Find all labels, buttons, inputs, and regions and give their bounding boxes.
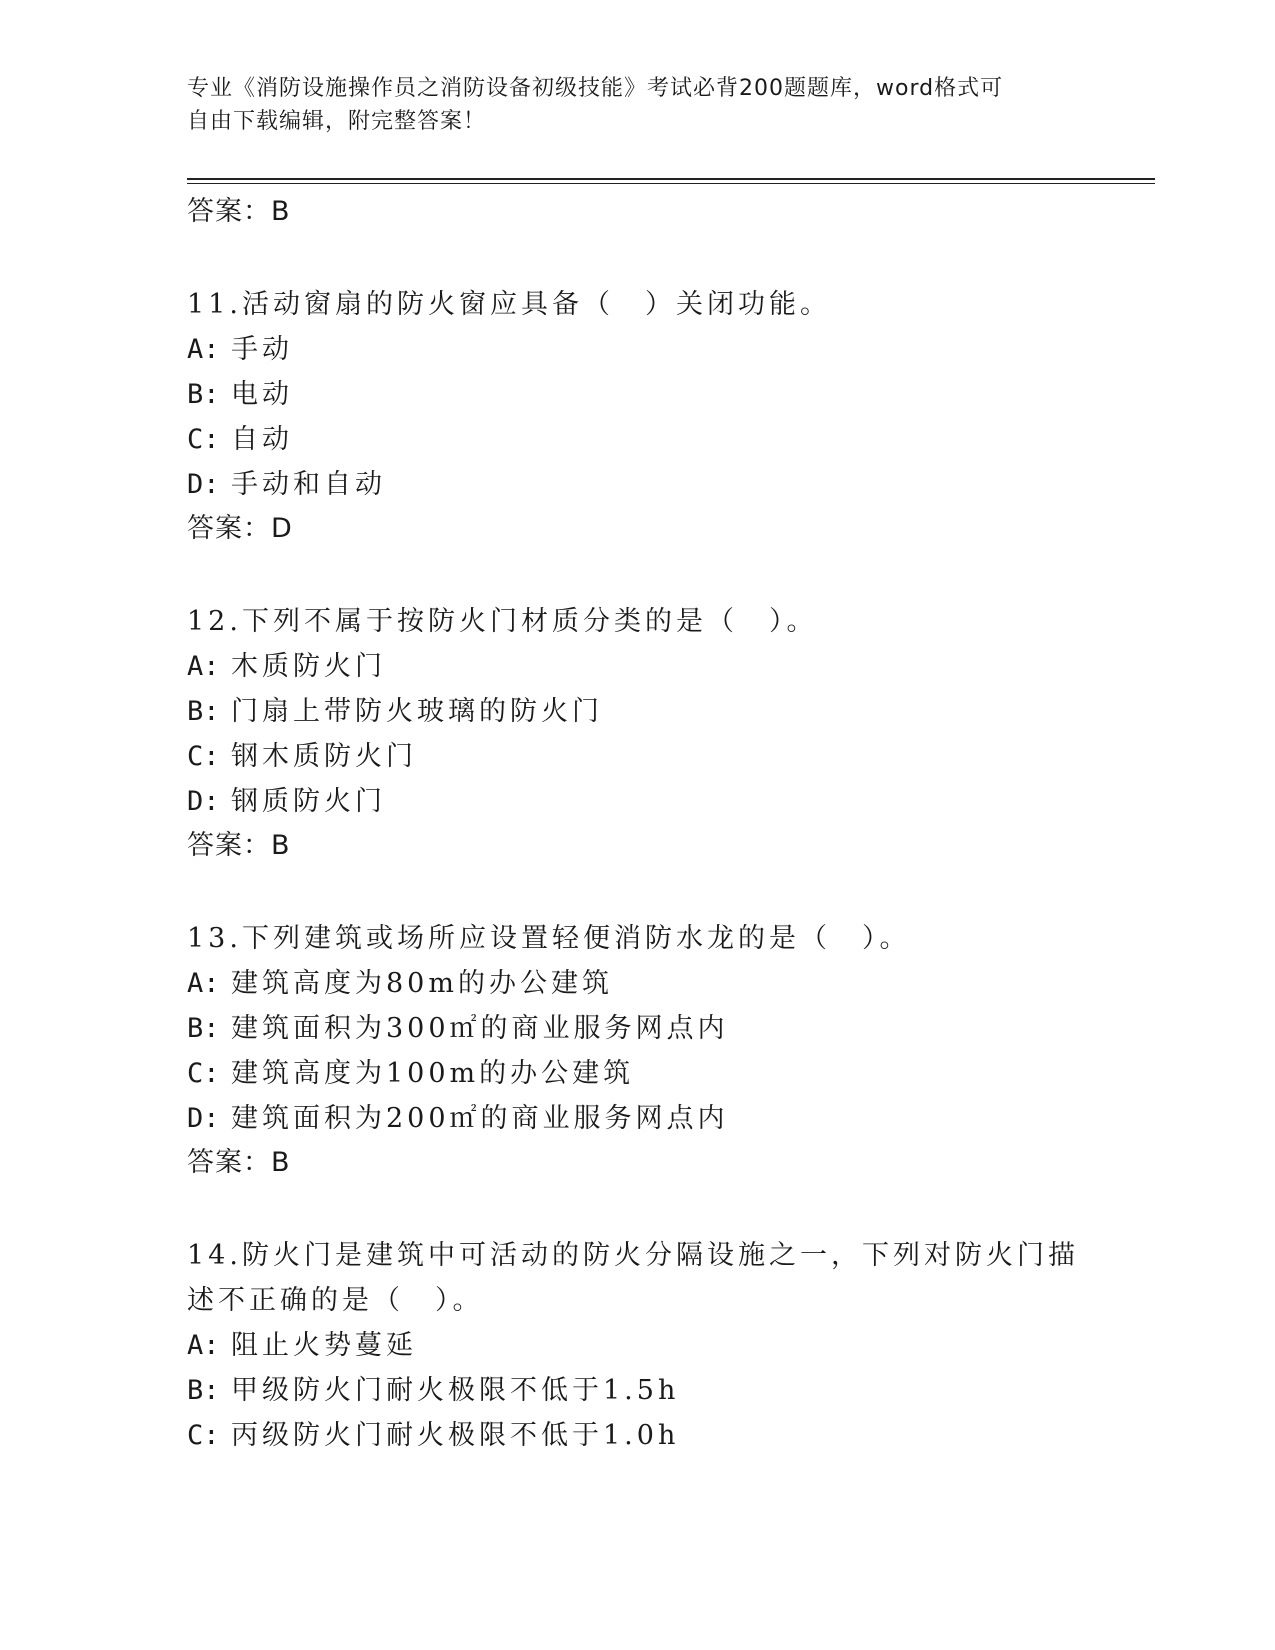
option-text: 门扇上带防火玻璃的防火门 bbox=[231, 696, 603, 727]
answer-line: 答案：B bbox=[187, 196, 291, 227]
option-text: 手动和自动 bbox=[231, 469, 386, 500]
option-text: 钢质防火门 bbox=[231, 786, 386, 817]
option-letter: A: bbox=[187, 968, 220, 999]
header-line-2: 自由下载编辑，附完整答案！ bbox=[187, 109, 487, 134]
answer-line: 答案：B bbox=[187, 830, 291, 861]
option-c bbox=[187, 734, 1087, 779]
header-divider-thin bbox=[187, 183, 1155, 184]
option-a bbox=[187, 961, 1087, 1006]
option-text: 建筑面积为200㎡的商业服务网点内 bbox=[231, 1103, 729, 1134]
header-line-1: 专业《消防设施操作员之消防设备初级技能》考试必背200题题库，word格式可 bbox=[187, 76, 1004, 101]
question-12 bbox=[187, 599, 1087, 868]
option-letter: D: bbox=[187, 1103, 220, 1134]
option-b bbox=[187, 1006, 1087, 1051]
option-letter: A: bbox=[187, 1330, 220, 1361]
option-text: 阻止火势蔓延 bbox=[231, 1330, 417, 1361]
option-letter: C: bbox=[187, 741, 220, 772]
option-text: 电动 bbox=[231, 379, 293, 410]
option-letter: C: bbox=[187, 424, 220, 455]
option-text: 木质防火门 bbox=[231, 651, 386, 682]
option-letter: A: bbox=[187, 334, 220, 365]
option-letter: B: bbox=[187, 379, 220, 410]
option-letter: D: bbox=[187, 786, 220, 817]
option-text: 手动 bbox=[231, 334, 293, 365]
option-text: 钢木质防火门 bbox=[231, 741, 417, 772]
question-13 bbox=[187, 916, 1087, 1185]
option-text: 建筑高度为80m的办公建筑 bbox=[231, 968, 613, 999]
question-text: 11.活动窗扇的防火窗应具备（ ）关闭功能。 bbox=[187, 289, 831, 320]
answer-line: 答案：B bbox=[187, 1147, 291, 1178]
option-letter: A: bbox=[187, 651, 220, 682]
option-text: 建筑高度为100m的办公建筑 bbox=[231, 1058, 635, 1089]
option-d bbox=[187, 779, 1087, 824]
option-text: 自动 bbox=[231, 424, 293, 455]
question-list bbox=[187, 190, 1087, 1458]
option-letter: B: bbox=[187, 696, 220, 727]
option-a bbox=[187, 327, 1087, 372]
option-letter: B: bbox=[187, 1375, 220, 1406]
option-letter: B: bbox=[187, 1013, 220, 1044]
option-a bbox=[187, 644, 1087, 689]
option-b bbox=[187, 372, 1087, 417]
option-c bbox=[187, 1051, 1087, 1096]
option-text: 甲级防火门耐火极限不低于1.5h bbox=[231, 1375, 680, 1406]
option-letter: C: bbox=[187, 1420, 220, 1451]
header-divider-thick bbox=[187, 178, 1155, 180]
question-14 bbox=[187, 1233, 1087, 1458]
option-letter: C: bbox=[187, 1058, 220, 1089]
option-d bbox=[187, 1096, 1087, 1141]
option-b bbox=[187, 1368, 1087, 1413]
question-text: 12.下列不属于按防火门材质分类的是（ ）。 bbox=[187, 606, 818, 637]
option-text: 建筑面积为300㎡的商业服务网点内 bbox=[231, 1013, 729, 1044]
option-b bbox=[187, 689, 1087, 734]
option-text: 丙级防火门耐火极限不低于1.0h bbox=[231, 1420, 680, 1451]
option-letter: D: bbox=[187, 469, 220, 500]
question-text: 14.防火门是建筑中可活动的防火分隔设施之一，下列对防火门描述不正确的是（ ）。 bbox=[187, 1240, 1079, 1316]
question-text: 13.下列建筑或场所应设置轻便消防水龙的是（ ）。 bbox=[187, 923, 911, 954]
answer-line: 答案：D bbox=[187, 513, 293, 544]
option-d bbox=[187, 462, 1087, 507]
question-11 bbox=[187, 282, 1087, 551]
document-header bbox=[187, 72, 1067, 138]
option-a bbox=[187, 1323, 1087, 1368]
option-c bbox=[187, 1413, 1087, 1458]
option-c bbox=[187, 417, 1087, 462]
